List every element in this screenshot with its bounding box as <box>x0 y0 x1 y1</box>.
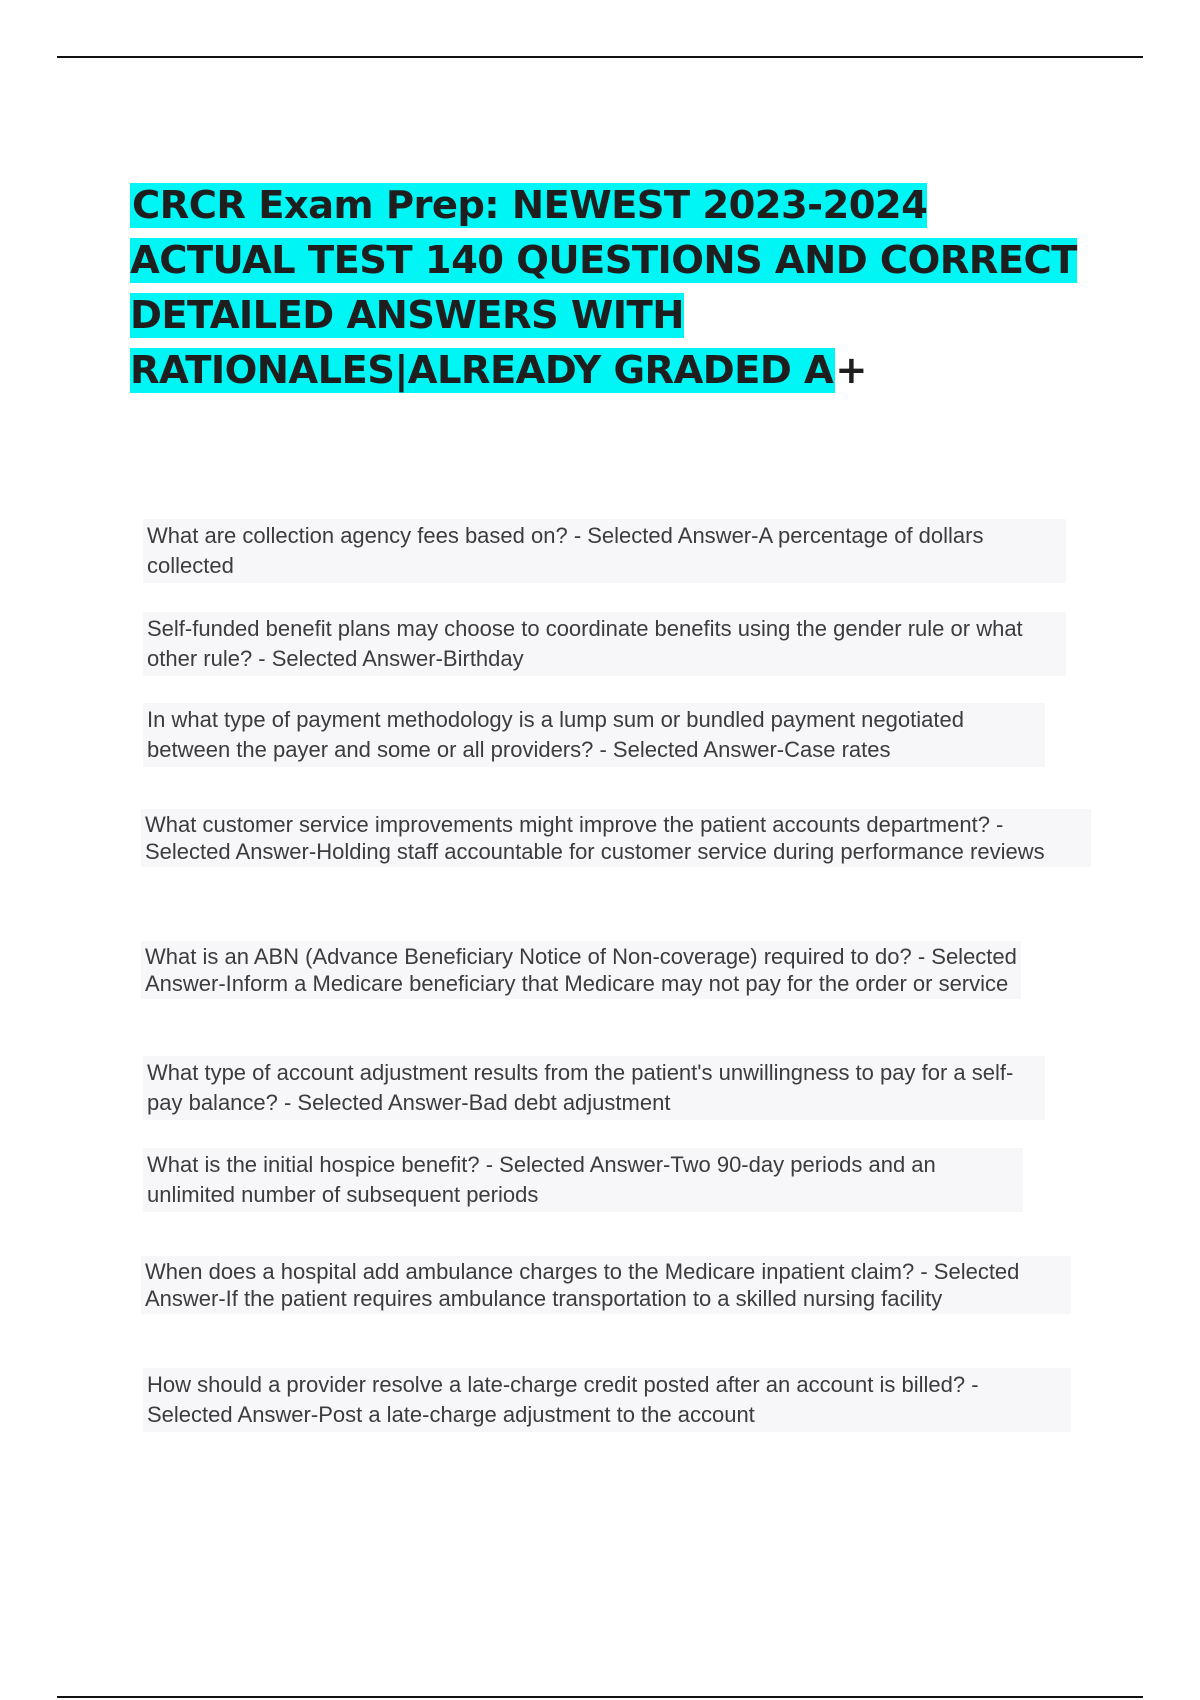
bottom-rule <box>57 1696 1143 1698</box>
qa-item-2: Self-funded benefit plans may choose to coordinate benefits using the gender rule or what other rule? - Selected Answer-Birthday <box>143 612 1066 676</box>
qa-item-5: What is an ABN (Advance Beneficiary Notice of Non-coverage) required to do? - Selected Answer-Inform a Medicare beneficiary that Medicare may not pay for the order or service <box>141 941 1021 999</box>
qa-item-6: What type of account adjustment results from the patient's unwillingness to pay for a self-pay balance? - Selected Answer-Bad debt adjustment <box>143 1056 1045 1120</box>
qa-item-3: In what type of payment methodology is a lump sum or bundled payment negotiated between the payer and some or all providers? - Selected Answer-Case rates <box>143 703 1045 767</box>
qa-item-7: What is the initial hospice benefit? - Selected Answer-Two 90-day periods and an unlimited number of subsequent periods <box>143 1148 1023 1212</box>
title-highlight: CRCR Exam Prep: NEWEST 2023-2024 ACTUAL TEST 140 QUESTIONS AND CORRECT DETAILED ANSWERS WITH RATIONALES|ALREADY GRADED A <box>130 183 1077 393</box>
qa-item-4: What customer service improvements might improve the patient accounts department? - Selected Answer-Holding staff accountable for customer service during performance reviews <box>141 809 1091 867</box>
qa-item-8: When does a hospital add ambulance charges to the Medicare inpatient claim? - Selected Answer-If the patient requires ambulance transportation to a skilled nursing facility <box>141 1256 1071 1314</box>
top-rule <box>57 56 1143 58</box>
qa-item-1: What are collection agency fees based on? - Selected Answer-A percentage of dollars collected <box>143 519 1066 583</box>
document-title <box>130 178 1090 398</box>
title-suffix: + <box>835 348 867 393</box>
qa-item-9: How should a provider resolve a late-charge credit posted after an account is billed? - Selected Answer-Post a late-charge adjustment to the account <box>143 1368 1071 1432</box>
